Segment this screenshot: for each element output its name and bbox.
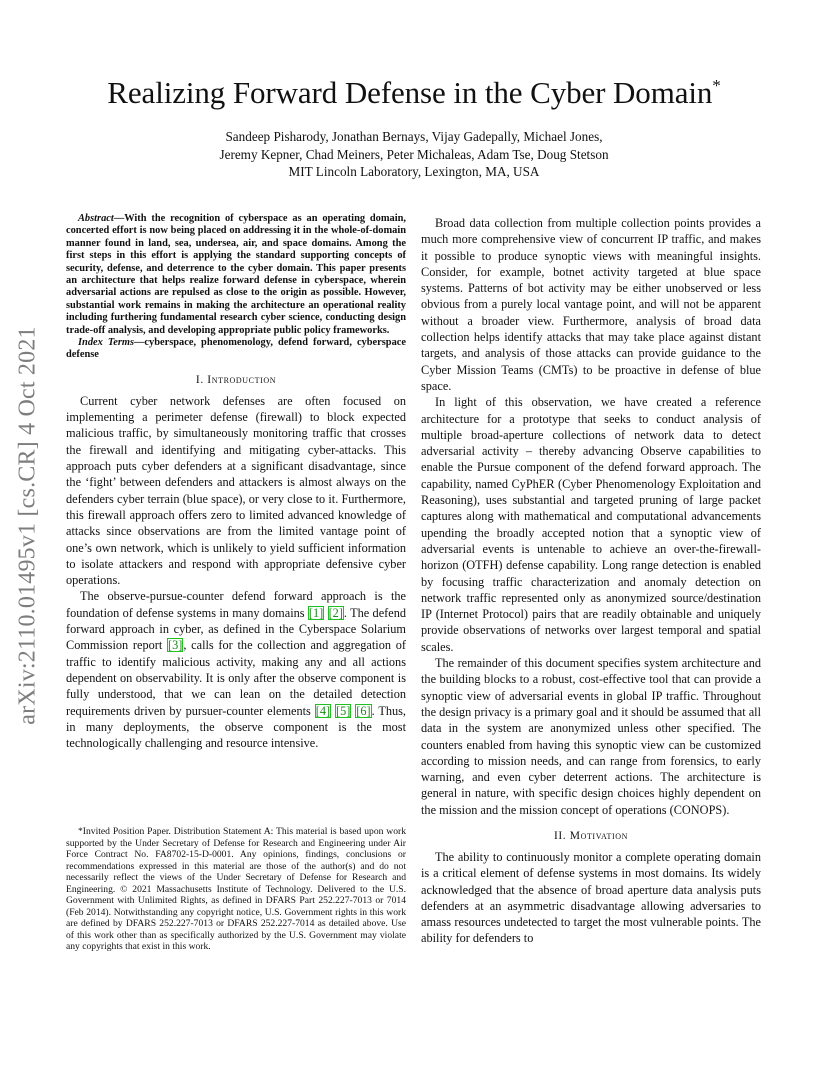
authors-line-1: Sandeep Pisharody, Jonathan Bernays, Vijay Gadepally, Michael Jones, — [225, 129, 603, 144]
motivation-paragraph-1: The ability to continuously monitor a complete operating domain is a critical element of defense systems in most domains. Its widely acknowledged that the absence of broad aperture data analysis puts defenders at an asymmetric disadvantage allowing adversaries to amass resources undetected to target the most vulnerable points. The ability for defenders to — [421, 849, 761, 946]
abstract-text: —With the recognition of cyberspace as an operating domain, concerted effort is now being placed on addressing it in the whole-of-domain manner found in land, sea, undersea, air, and space domains. Among the first steps in this effort is applying the standard supporting concepts of security, defense, and deterrence to the cyber domain. This paper presents an architecture that helps realize forward defense in cyberspace, wherein adversarial actions are repulsed as close to the origin as possible. However, substantial work remains in making the architecture an operational reality including furthering fundamental research cyber science, conducting design trade-off analysis, and developing appropriate public policy frameworks. — [66, 213, 406, 336]
section-heading-introduction: I. Introduction — [195, 373, 277, 386]
right-paragraph-1: Broad data collection from multiple collection points provides a much more comprehensive view of concurrent IP traffic, and makes it possible to produce synoptic views with meaningful insights. Consider, for example, botnet activity targeted at blue space systems. Patterns of bot activity may be either unobserved or less obvious from a purely local vantage point, and will not be apparent without a broader view. Furthermore, analysis of broad data collection helps identify attacks that may take place against distant targets, and analysis of those attacks can provide guidance to the Cyber Mission Teams (CMTs) to be proactive in defense of blue space. — [421, 216, 761, 393]
citation-link-4[interactable]: [4] — [315, 703, 331, 718]
index-terms — [66, 337, 406, 362]
citation-link-3[interactable]: [3] — [168, 638, 183, 653]
left-column — [66, 213, 406, 751]
paper-title — [0, 66, 828, 113]
intro-p2-text-a: The observe-pursue-counter defend forward approach is the foundation of defense systems in many domains — [66, 589, 406, 620]
citation-link-6[interactable]: [6] — [356, 703, 371, 718]
right-paragraph-2: In light of this observation, we have created a reference architecture for a prototype that seeks to conduct analysis of multiple broad-aperture collections of network data to detect adversarial activity – thereby advancing Observe capabilities to enable the Pursue component of the defend forward approach. The capability, named CyPhER (Cyber Phenomenology Exploitation and Reasoning), uses substantial and targeted pruning of large packet captures along with mathematical and computational advancements upending the broadly accepted notion that a synoptic view of adversarial events is untenable to achieve an over-the-firewall-horizon (OTFH) defense capability. Long range detection is enabled by focusing traffic characterization and anomaly detection on network traffic represented only as anonymized source/destination IP (Internet Protocol) pairs that are readily obtainable and uniquely provide observations of networks over largest temporal and spatial scales. — [421, 395, 761, 654]
abstract-label: Abstract — [78, 213, 114, 224]
affiliation: MIT Lincoln Laboratory, Lexington, MA, USA — [288, 164, 540, 179]
index-terms-label: Index Terms — [78, 337, 135, 349]
intro-paragraph-1: Current cyber network defenses are often focused on implementing a perimeter defense (firewall) to block expected malicious traffic, by simultaneously monitoring traffic that crosses the firewall and identifying and mitigating cyber-attacks. This approach puts cyber defenders at a significant disadvantage, since the ‘fight’ between defenders and attackers is almost always on the defenders cyber terrain (blue space), or very close to it. Furthermore, this firewall approach offers zero to limited advanced knowledge of attacks since observations are from the limited vantage point of one’s own network, which is unlikely to yield sufficient information to isolate attackers and respond with appropriate defensive cyber operations. — [66, 393, 406, 588]
intro-p2-text-g: . Thus, in many deployments, the observe component is the most technologically challenging and resource intensive. — [66, 703, 406, 751]
title-footnote-mark: * — [712, 76, 721, 95]
arxiv-identifier-text: arXiv:2110.01495v1 [cs.CR] 4 Oct 2021 — [14, 325, 41, 725]
author-block — [0, 128, 828, 181]
abstract — [66, 213, 406, 337]
section-heading-motivation: II. Motivation — [553, 829, 629, 842]
footnote — [66, 826, 406, 953]
footnote-text: *Invited Position Paper. Distribution Statement A: This material is based upon work supported by the Under Secretary of Defense for Research and Engineering under Air Force Contract No. FA8702-15-D-0001. Any opinions, findings, conclusions or recommendations expressed in this material are those of the author(s) and do not necessarily reflect the views of the Under Secretary of Defense for Research and Engineering. © 2021 Massachusetts Institute of Technology. Delivered to the U.S. Government with Unlimited Rights, as defined in DFARS Part 252.227-7013 or 7014 (Feb 2014). Notwithstanding any copyright notice, U.S. Government rights in this work are defined by DFARS 252.227-7013 or DFARS 252.227-7014 as detailed above. Use of this work other than as specifically authorized by the U.S. Government may violate any copyrights that exist in this work. — [66, 826, 406, 952]
citation-link-1[interactable]: [1] — [308, 605, 324, 620]
intro-p2-text-c: . The defend forward approach in cyber, as defined in the Cyberspace Solarium Commission report — [66, 605, 407, 653]
intro-p2-text-d: , calls for the collection and aggregation of traffic to identify malicious activity, making any and all actions dependent on observability. It is only after the observe component is fully understood, that we can lean on the detailed detection requirements driven by pursuer-counter elements — [66, 638, 406, 718]
arxiv-identifier — [13, 295, 43, 755]
citation-link-2[interactable]: [2] — [328, 605, 343, 620]
index-terms-text: —cyberspace, phenomenology, defend forward, cyberspace defense — [66, 337, 406, 361]
right-column — [421, 215, 761, 947]
right-paragraph-3: The remainder of this document specifies system architecture and the building blocks to a robust, cost-effective tool that can provide a synoptic view of adversarial events in global IP traffic. Throughout the design privacy is a primary goal and it should be assumed that all data in the system are anonymized unless other specified. The counters enabled from having this synoptic view can be customized according to mission needs, and can range from forensics, to early warning, and even cyber deterrent actions. The architecture is general in nature, with specific design choices highly dependent on the mission and the mission concept of operations (CONOPS). — [421, 656, 761, 817]
authors-line-2: Jeremy Kepner, Chad Meiners, Peter Michaleas, Adam Tse, Doug Stetson — [219, 146, 609, 162]
paper-title-text: Realizing Forward Defense in the Cyber Domain — [107, 75, 713, 110]
citation-link-5[interactable]: [5] — [335, 703, 351, 718]
intro-paragraph-2 — [66, 588, 406, 751]
